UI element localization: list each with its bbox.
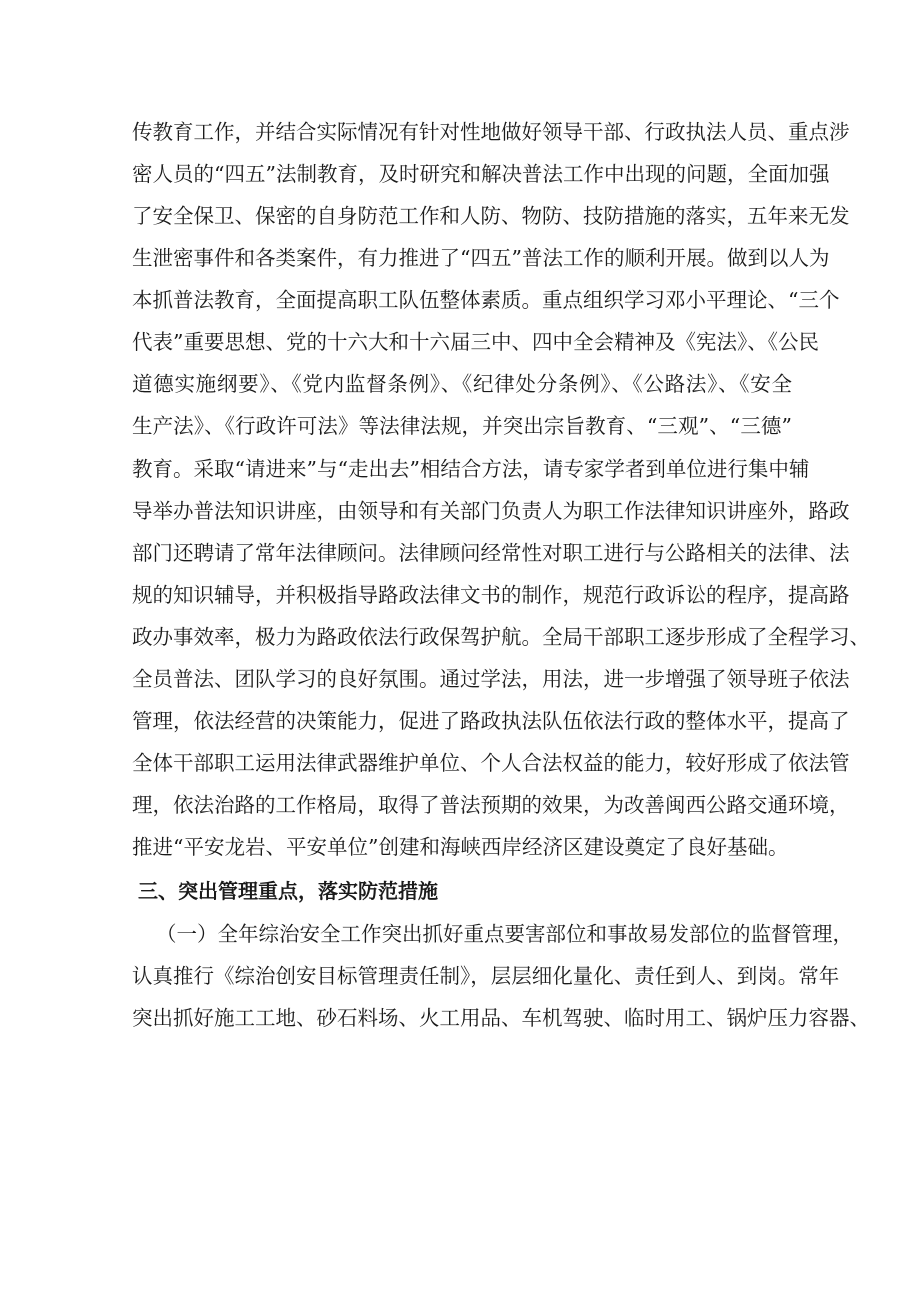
text-line: 生产法》、《行政许可法》等法律法规，并突出宗旨教育、“三观”、“三德”: [132, 414, 792, 438]
text-line: 道德实施纲要》、《党内监督条例》、《纪律处分条例》、《公路法》、《安全: [132, 372, 792, 396]
text-line: （一）全年综治安全工作突出抓好重点要害部位和事故易发部位的监督管理，: [156, 922, 853, 946]
text-line: 了安全保卫、保密的自身防范工作和人防、物防、技防措施的落实，五年来无发: [132, 204, 850, 228]
text-line: 理，依法治路的工作格局，取得了普法预期的效果，为改善闽西公路交通环境，: [132, 793, 850, 817]
text-line: 本抓普法教育，全面提高职工队伍整体素质。重点组织学习邓小平理论、“三个: [132, 288, 840, 312]
text-line: 密人员的“四五”法制教育，及时研究和解决普法工作中出现的问题，全面加强: [132, 162, 830, 186]
text-line: 认真推行《综治创安目标管理责任制》，层层细化量化、责任到人、到岗。常年: [132, 964, 840, 988]
text-line: 突出抓好施工工地、砂石料场、火工用品、车机驾驶、临时用工、锅炉压力容器、: [132, 1006, 870, 1030]
text-line: 传教育工作，并结合实际情况有针对性地做好领导干部、行政执法人员、重点涉: [132, 120, 850, 144]
text-line: 政办事效率，极力为路政依法行政保驾护航。全局干部职工逐步形成了全程学习、: [132, 625, 870, 649]
text-line: 规的知识辅导，并积极指导路政法律文书的制作，规范行政诉讼的程序，提高路: [132, 583, 850, 607]
text-line: 生泄密事件和各类案件，有力推进了“四五”普法工作的顺利开展。做到以人为: [132, 246, 830, 270]
text-line: 教育。采取“请进来”与“走出去”相结合方法，请专家学者到单位进行集中辅: [132, 457, 810, 481]
text-line: 全体干部职工运用法律武器维护单位、个人合法权益的能力，较好形成了依法管: [132, 751, 850, 775]
text-line: 代表”重要思想、党的十六大和十六届三中、四中全会精神及《宪法》、《公民: [132, 330, 819, 354]
section-heading: 三、突出管理重点，落实防范措施: [138, 879, 438, 903]
text-line: 推进“平安龙岩、平安单位”创建和海峡西岸经济区建设奠定了良好基础。: [132, 835, 789, 859]
text-line: 全员普法、团队学习的良好氛围。通过学法，用法，进一步增强了领导班子依法: [132, 667, 850, 691]
text-line: 导举办普法知识讲座，由领导和有关部门负责人为职工作法律知识讲座外，路政: [132, 499, 850, 523]
text-line: 管理，依法经营的决策能力，促进了路政执法队伍依法行政的整体水平，提高了: [132, 709, 850, 733]
text-line: 部门还聘请了常年法律顾问。法律顾问经常性对职工进行与公路相关的法律、法: [132, 541, 850, 565]
